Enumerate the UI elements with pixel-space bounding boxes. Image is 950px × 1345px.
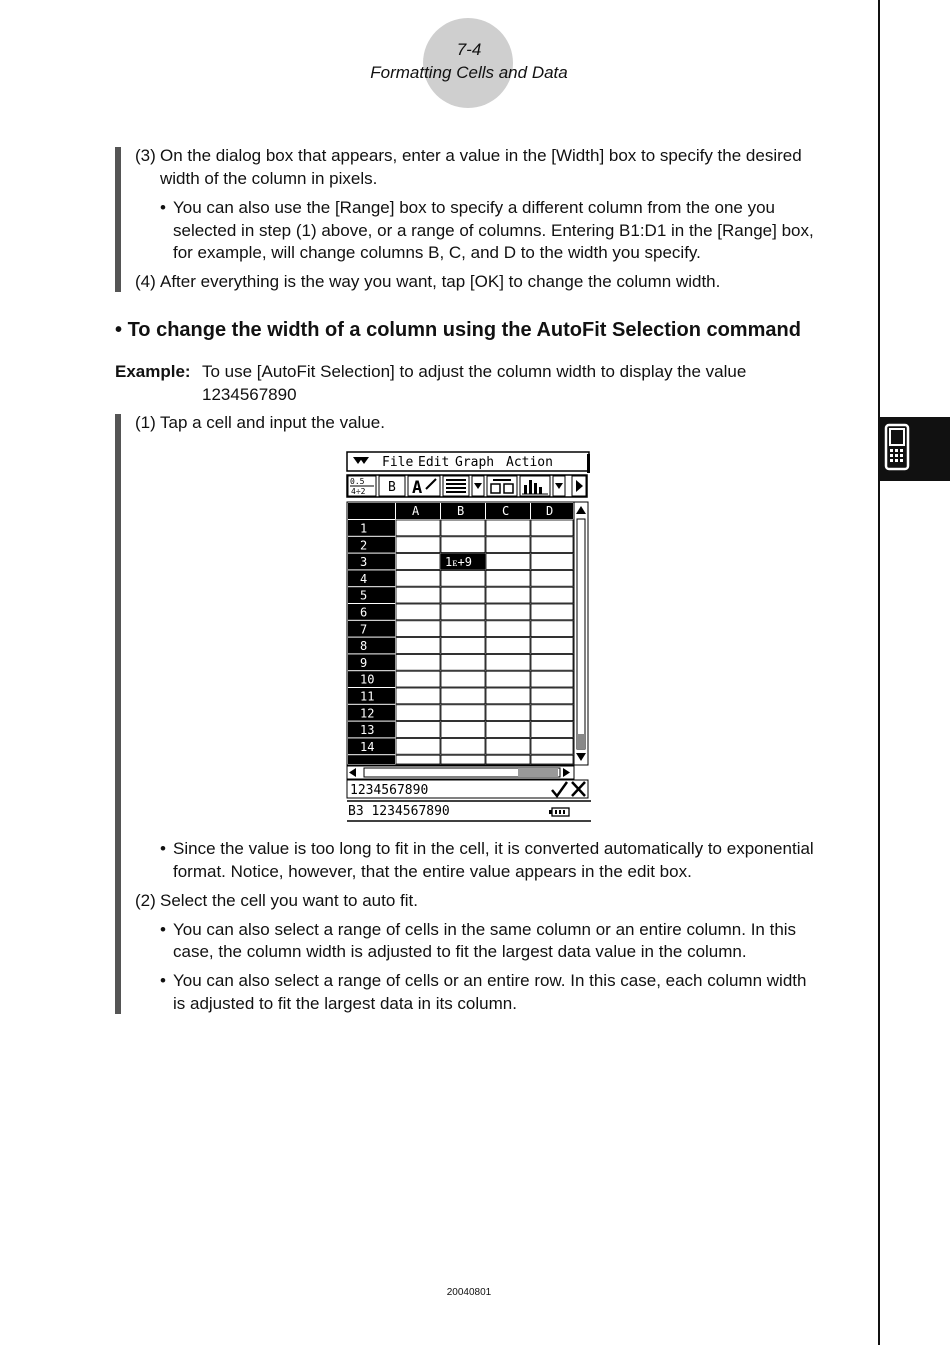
row-label: 4	[360, 571, 368, 586]
spreadsheet-cell	[396, 755, 440, 764]
spreadsheet-cell	[531, 554, 573, 570]
spreadsheet-cell	[441, 738, 485, 754]
bullet-text: You can also use the [Range] box to specify a different column from the one you	[173, 198, 775, 217]
bullet-text: selected in step (1) above, or a range of columns. Entering B1:D1 in the [Range] box,	[173, 221, 814, 240]
spreadsheet-cell	[486, 705, 530, 721]
spreadsheet-cell	[486, 755, 530, 764]
spreadsheet-cell	[441, 705, 485, 721]
svg-text:0.5: 0.5	[350, 477, 365, 486]
row-header	[348, 638, 395, 654]
vertical-scrollbar	[574, 502, 588, 765]
spreadsheet-cell	[441, 671, 485, 687]
spreadsheet-cell	[441, 570, 485, 586]
spreadsheet-cell	[486, 537, 530, 553]
spreadsheet-cell	[396, 621, 440, 637]
row-label: 5	[360, 588, 368, 603]
row-label: 10	[360, 672, 375, 687]
spreadsheet-cell	[531, 705, 573, 721]
dropdown-arrow-icon	[472, 476, 484, 496]
dropdown-arrow-icon	[553, 476, 565, 496]
section-heading	[115, 319, 801, 342]
change-bar	[115, 147, 121, 292]
bullet-mark: •	[160, 839, 166, 858]
heading-text: To change the width of a column using the AutoFit Selection command	[127, 319, 801, 341]
step-number: (2)	[135, 891, 156, 910]
step-text: Tap a cell and input the value.	[160, 413, 385, 432]
column-b-label: B	[457, 504, 465, 518]
spreadsheet-cell	[531, 654, 573, 670]
spreadsheet-cell	[441, 520, 485, 536]
menu-edit: Edit	[418, 455, 450, 470]
spreadsheet-cell	[531, 621, 573, 637]
spreadsheet-cell	[396, 705, 440, 721]
spreadsheet-cell	[486, 587, 530, 603]
row-header	[348, 537, 395, 553]
spreadsheet-cell	[531, 638, 573, 654]
row-label: 11	[360, 689, 375, 704]
spreadsheet-cell	[486, 654, 530, 670]
bold-label: B	[388, 480, 396, 495]
menu-action: Action	[506, 455, 553, 470]
change-bar	[115, 414, 121, 1014]
bullet-text: for example, will change columns B, C, and D to the width you specify.	[173, 243, 701, 262]
right-margin-rule	[878, 0, 880, 1345]
row-header	[348, 587, 395, 603]
step-text: After everything is the way you want, tap [OK] to change the column width.	[160, 272, 721, 291]
column-a-label: A	[412, 504, 420, 518]
row-headers	[348, 520, 573, 764]
bullet-text: You can also select a range of cells in the same column or an entire column. In this	[173, 920, 797, 939]
row-header	[348, 554, 395, 570]
spreadsheet-cell	[396, 671, 440, 687]
row-header	[348, 570, 395, 586]
row-header	[348, 621, 395, 637]
bullet-text: Since the value is too long to fit in the cell, it is converted automatically to exponential	[173, 839, 814, 858]
row-header	[348, 654, 395, 670]
spreadsheet-cell	[441, 604, 485, 620]
fraction-decimal-icon	[348, 476, 376, 496]
spreadsheet-cell	[486, 671, 530, 687]
section-title: Formatting Cells and Data	[370, 63, 568, 82]
heading-bullet: •	[115, 319, 123, 341]
spreadsheet-cell	[396, 537, 440, 553]
calculator-screenshot	[346, 451, 592, 823]
spreadsheet-cell	[441, 688, 485, 704]
battery-icon	[549, 808, 569, 816]
spreadsheet-cell	[486, 604, 530, 620]
row-header	[348, 520, 395, 536]
bullet-mark: •	[160, 971, 166, 990]
spreadsheet-cell	[441, 621, 485, 637]
spreadsheet-cell	[531, 537, 573, 553]
spreadsheet-cell	[531, 570, 573, 586]
row-label: 13	[360, 723, 375, 738]
font-style-icon	[408, 476, 440, 498]
spreadsheet-cell	[531, 738, 573, 754]
row-label: 2	[360, 538, 368, 553]
row-label: 9	[360, 655, 368, 670]
spreadsheet-cell	[396, 604, 440, 620]
spreadsheet-cell	[531, 722, 573, 738]
spreadsheet-cell	[441, 654, 485, 670]
example-text: To use [AutoFit Selection] to adjust the column width to display the value	[202, 362, 747, 381]
spreadsheet-cell	[486, 554, 530, 570]
graph-type-icon	[520, 476, 550, 496]
step-text: On the dialog box that appears, enter a value in the [Width] box to specify the desired	[160, 146, 802, 165]
row-label: 8	[360, 639, 368, 654]
bullet-mark: •	[160, 920, 166, 939]
edit-box-value: 1234567890	[350, 783, 429, 798]
spreadsheet-cell	[486, 722, 530, 738]
spreadsheet-cell	[441, 755, 485, 764]
example-label: Example:	[115, 362, 191, 381]
horizontal-scrollbar	[347, 766, 574, 779]
spreadsheet-cell	[486, 738, 530, 754]
spreadsheet-cell	[486, 638, 530, 654]
menu-file: File	[382, 455, 414, 470]
spreadsheet-cell	[396, 688, 440, 704]
menu-graph: Graph	[455, 455, 495, 470]
spreadsheet-cell	[441, 587, 485, 603]
toolbar-right-arrow-icon	[572, 476, 586, 496]
bullet-mark: •	[160, 198, 166, 217]
spreadsheet-cell	[531, 587, 573, 603]
bullet-text: is adjusted to fit the largest data in its column.	[173, 994, 517, 1013]
spreadsheet-cell	[486, 570, 530, 586]
spreadsheet-cell	[531, 520, 573, 536]
bullet-text: case, the column width is adjusted to fit the largest data value in the column.	[173, 942, 747, 961]
chapter-tab	[880, 417, 950, 481]
align-icon	[443, 476, 469, 496]
spreadsheet-cell	[441, 722, 485, 738]
spreadsheet-cell	[486, 688, 530, 704]
spreadsheet-cell	[396, 587, 440, 603]
view-window-icon	[487, 476, 517, 496]
svg-text:A: A	[412, 478, 423, 498]
footer-code: 20040801	[446, 1287, 492, 1298]
spreadsheet-cell	[486, 621, 530, 637]
bullet-text: format. Notice, however, that the entire value appears in the edit box.	[173, 862, 692, 881]
row-label: 7	[360, 622, 368, 637]
row-label: 1	[360, 521, 368, 536]
page-number: 7-4	[456, 40, 482, 59]
row-label: 14	[360, 739, 375, 754]
row-label: 6	[360, 605, 368, 620]
example-text: 1234567890	[202, 385, 297, 404]
step-number: (4)	[135, 272, 156, 291]
spreadsheet-cell	[531, 755, 573, 764]
row-header	[348, 755, 395, 764]
spreadsheet-cell	[396, 654, 440, 670]
row-label: 3	[360, 555, 368, 570]
bullet-text: You can also select a range of cells or an entire row. In this case, each column width	[173, 971, 807, 990]
spreadsheet-cell	[396, 520, 440, 536]
column-c-label: C	[502, 504, 510, 518]
spreadsheet-cell	[531, 688, 573, 704]
step-number: (1)	[135, 413, 156, 432]
svg-text:4÷2: 4÷2	[351, 487, 366, 496]
status-text: B3 1234567890	[348, 804, 450, 819]
step-text: Select the cell you want to auto fit.	[160, 891, 418, 910]
spreadsheet-cell	[531, 604, 573, 620]
spreadsheet-cell	[531, 671, 573, 687]
step-text: width of the column in pixels.	[160, 169, 378, 188]
step-number: (3)	[135, 146, 156, 165]
column-d-label: D	[546, 504, 554, 518]
row-label: 12	[360, 706, 375, 721]
spreadsheet-cell	[396, 738, 440, 754]
cell-b3-value: 1ᴇ+9	[445, 555, 473, 570]
spreadsheet-cell	[396, 722, 440, 738]
spreadsheet-cell	[441, 537, 485, 553]
spreadsheet-cell	[441, 638, 485, 654]
spreadsheet-cell	[396, 638, 440, 654]
column-headers	[396, 503, 573, 519]
spreadsheet-cell	[486, 520, 530, 536]
calculator-icon	[884, 423, 910, 471]
spreadsheet-cell	[396, 570, 440, 586]
spreadsheet-cell	[396, 554, 440, 570]
row-header	[348, 604, 395, 620]
